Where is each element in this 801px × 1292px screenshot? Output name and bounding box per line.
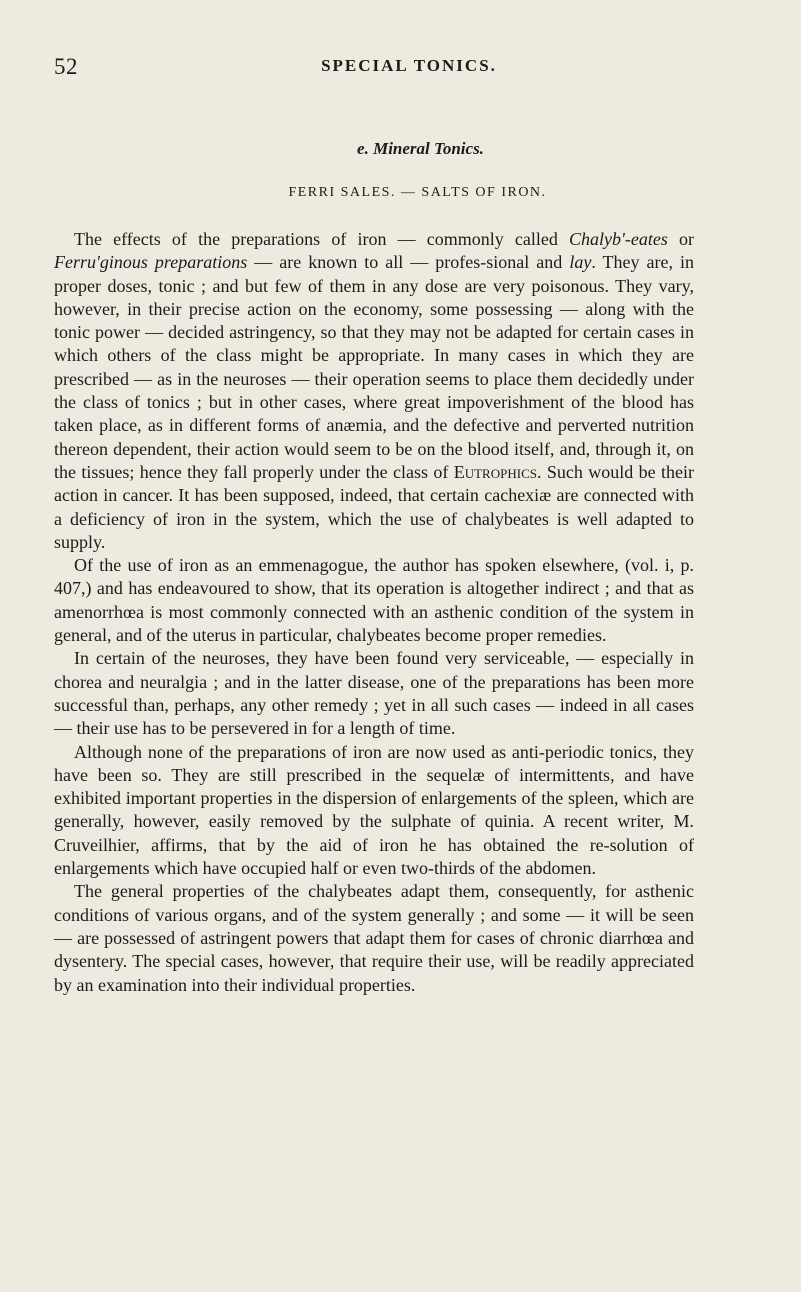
p1-term-chalybeates: Chalyb'-eates [569,229,668,249]
paragraph-5: The general properties of the chalybeates adapt them, consequently, for asthenic conditions of various organs, and of the system generally ; and some — it will be seen — are possessed of astringent powers that adapt them for cases of chronic diarrhœa and dysentery. The special cases, however, that require their use, will be readily appreciated by an examination into their individual properties. [54,881,694,995]
paragraph-2: Of the use of iron as an emmenagogue, the author has spoken elsewhere, (vol. i, p. 407,) and has endeavoured to show, that its operation is altogether indirect ; and that as amenorrhœa is most commonly connected with an asthenic condition of the system in general, and of the uterus in particular, chalybeates become proper remedies. [54,555,694,646]
p1-term-eutrophics: Eutrophics [453,461,537,482]
p1-text-a: The effects of the preparations of iron — commonly called [74,229,570,249]
running-title: SPECIAL TONICS. [321,56,497,75]
page-number: 52 [54,54,78,79]
p1-text-c: or [667,229,694,249]
paragraph-4: Although none of the preparations of iron are now used as anti-periodic tonics, they have been so. They are still prescribed in the sequelæ of intermittents, and have exhibited important properties in the dispersion of enlargements of the spleen, which are generally, however, easily removed by the sulphate of quinia. A recent writer, M. Cruveilhier, affirms, that by the aid of iron he has obtained the re-solution of enlargements which have occupied half or even two-thirds of the abdomen. [54,741,694,879]
paragraph-3: In certain of the neuroses, they have been found very serviceable, — especially in chorea and neuralgia ; and in the latter disease, one of the preparations has been more successful than, perhaps, any other remedy ; yet in all such cases — indeed in all cases — their use has to be persevered in for a length of time. [54,648,694,739]
body-text [54,228,694,997]
p1-term-lay: lay [569,252,592,273]
section-subhead: FERRI SALES. — SALTS OF IRON. [288,185,547,200]
p1-term-ferruginous: Ferru'ginous preparations [54,252,248,273]
p1-text-i: . Such would be their action in cancer. It has been supposed, indeed, that certain cachexiæ are connected with a deficiency of iron in the system, which the use of chalybeates is well adapted to supply. [54,461,694,552]
running-head [54,54,694,86]
section-title: e. Mineral Tonics. [357,139,484,158]
p1-text-g: . They are, in proper doses, tonic ; and but few of them in any dose are very poisonous. They vary, however, in their precise action on the economy, some possessing — along with the tonic power — decided astringency, so that they may not be adapted for certain cases in which others of the class might be appropriate. In many cases in which they are prescribed — as in the neuroses — their operation seems to place them decidedly under the class of tonics ; but in other cases, where great impoverishment of the blood has taken place, as in different forms of anæmia, and the defective and perverted nutrition thereon dependent, their action would seem to be on the blood itself, and, through it, on the tissues; hence they fall properly under the class of [54,252,694,482]
paragraph-1 [54,228,694,554]
p1-text-e: — are known to all — profes-sional and [247,252,570,273]
